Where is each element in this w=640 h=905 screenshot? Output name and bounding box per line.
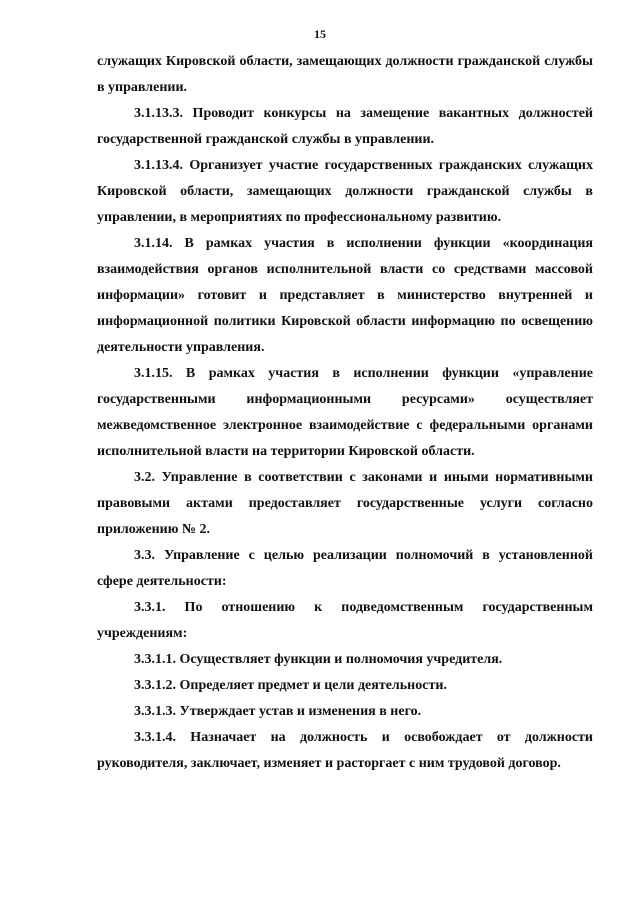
paragraph-3-3-1: 3.3.1. По отношению к подведомственным государственным учреждениям: xyxy=(97,600,593,641)
paragraph-3-2: 3.2. Управление в соответствии с законами и иными нормативными правовыми актами предоставляет государственные услуги согласно приложению № 2. xyxy=(97,470,593,537)
paragraph-3-3-1-1: 3.3.1.1. Осуществляет функции и полномочия учредителя. xyxy=(134,652,503,667)
document-body xyxy=(97,49,593,777)
paragraph-3-1-13-3: 3.1.13.3. Проводит конкурсы на замещение вакантных должностей государственной гражданской службы в управлении. xyxy=(97,106,593,147)
page-number: 15 xyxy=(314,27,326,41)
paragraph-3-3-1-4: 3.3.1.4. Назначает на должность и освобождает от должности руководителя, заключает, изменяет и расторгает с ним трудовой договор. xyxy=(97,730,593,771)
paragraph-3-1-15: 3.1.15. В рамках участия в исполнении функции «управление государственными информационными ресурсами» осуществляет межведомственное электронное взаимодействие с федеральными органами исполнительной власти на территории Кировской области. xyxy=(97,366,593,459)
paragraph-3-3: 3.3. Управление с целью реализации полномочий в установленной сфере деятельности: xyxy=(97,548,593,589)
paragraph-3-1-14: 3.1.14. В рамках участия в исполнении функции «координация взаимодействия органов исполнительной власти со средствами массовой информации» готовит и представляет в министерство внутренней и информационной политики Кировской области информацию по освещению деятельности управления. xyxy=(97,236,593,355)
paragraph-3-3-1-2: 3.3.1.2. Определяет предмет и цели деятельности. xyxy=(134,678,447,693)
paragraph-3-3-1-3: 3.3.1.3. Утверждает устав и изменения в него. xyxy=(134,704,422,719)
paragraph-continuation: служащих Кировской области, замещающих должности гражданской службы в управлении. xyxy=(97,54,593,95)
paragraph-3-1-13-4: 3.1.13.4. Организует участие государственных гражданских служащих Кировской области, замещающих должности гражданской службы в управлении, в мероприятиях по профессиональному развитию. xyxy=(97,158,593,225)
